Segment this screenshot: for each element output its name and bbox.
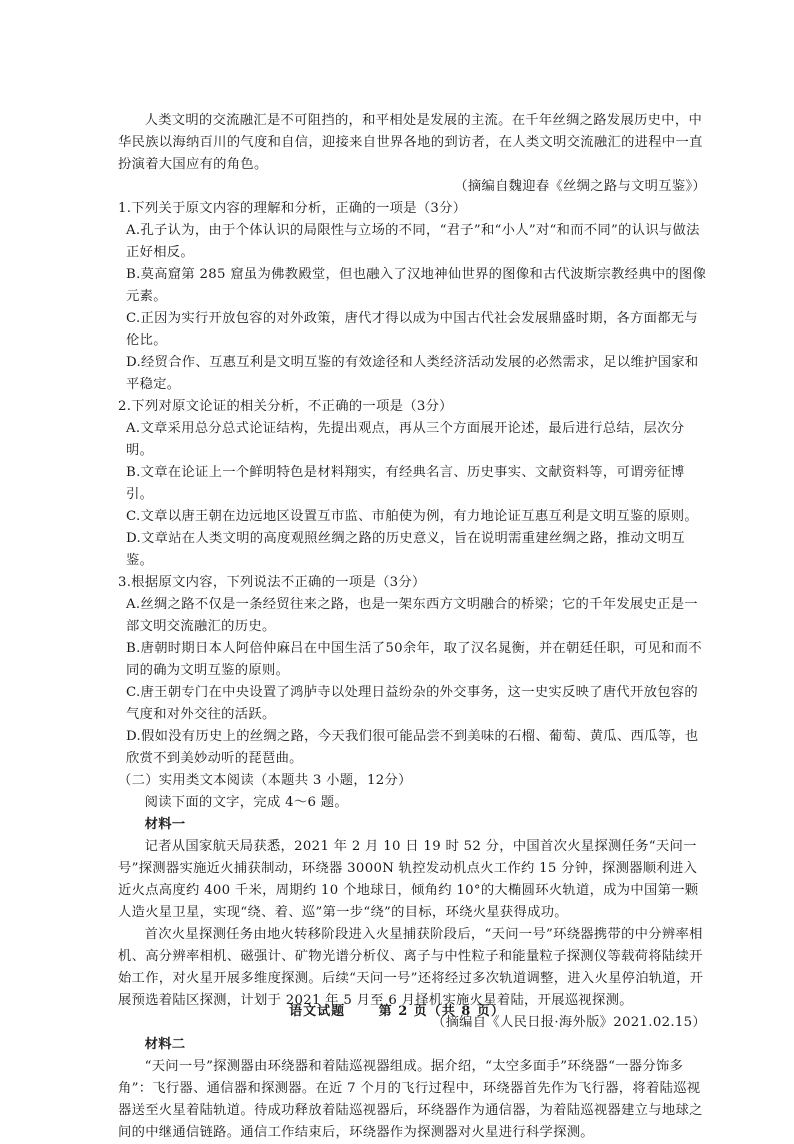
question-1 (118, 198, 710, 396)
option-c: C.文章以唐王朝在边远地区设置互市监、市舶使为例，有力地论证互惠互利是文明互鉴的原则。 (126, 509, 699, 524)
footer-page-number: 第 2 页（共 8 页） (378, 1004, 505, 1019)
material-1-paragraph-1: 记者从国家航天局获悉，2021 年 2 月 10 日 19 时 52 分，中国首次火星探测任务“天问一号”探测器实施近火捕获制动，环绕器 3000N 轨控发动机点火工作约 15 分钟，探测器顺利进入近火点高度约 400 千米，周期约 10 个地球日，倾角约 10°的大椭圆环火轨道，成为中国第一颗人造火星卫星，实现“绕、着、巡”第一步“绕”的目标，环绕火星获得成功。 (118, 839, 699, 920)
option-a: A.文章采用总分总式论证结构，先提出观点，再从三个方面展开论述，最后进行总结，层次分明。 (126, 421, 685, 458)
question-stem: 3.根据原文内容，下列说法不正确的一项是（3分） (118, 575, 426, 590)
option-b: B.文章在论证上一个鲜明特色是材料翔实，有经典名言、历史事实、文献资料等，可谓旁征博引。 (126, 465, 685, 502)
material-2-paragraph-1: “天问一号”探测器由环绕器和着陆巡视器组成。据介绍，“太空多面手”环绕器“一器分饰多角”：飞行器、通信器和探测器。在近 7 个月的飞行过程中，环绕器首先作为飞行器，将着陆巡视器送至火星着陆轨道。待成功释放着陆巡视器后，环绕器作为通信器，为着陆巡视器建立与地球之间的中继通信链路。通信工作结束后，环绕器作为探测器对火星进行科学探测。 (118, 1059, 703, 1140)
option-d: D.文章站在人类文明的高度观照丝绸之路的历史意义，旨在说明需重建丝绸之路，推动文明互鉴。 (126, 531, 685, 568)
passage-closing-paragraph: 人类文明的交流融汇是不可阻挡的，和平相处是发展的主流。在千年丝绸之路发展历史中，中华民族以海纳百川的气度和自信，迎接来自世界各地的到访者，在人类文明交流融汇的进程中一直扮演着大国应有的角色。 (118, 113, 703, 172)
option-a: A.丝绸之路不仅是一条经贸往来之路，也是一架东西方文明融合的桥梁；它的千年发展史正是一部文明交流融汇的历史。 (126, 597, 698, 634)
section-heading: （二）实用类文本阅读（本题共 3 小题，12分） (118, 773, 412, 788)
option-d: D.假如没有历史上的丝绸之路，今天我们很可能品尝不到美味的石榴、葡萄、黄瓜、西瓜等，也欣赏不到美妙动听的琵琶曲。 (126, 729, 699, 766)
option-b: B.唐朝时期日本人阿倍仲麻吕在中国生活了50余年，取了汉名晁衡，并在朝廷任职，可见和而不同的确为文明互鉴的原则。 (126, 641, 703, 678)
question-stem: 2.下列对原文论证的相关分析，不正确的一项是（3分） (118, 399, 453, 414)
section-instruction: 阅读下面的文字，完成 4～6 题。 (144, 795, 348, 810)
option-a: A.孔子认为，由于个体认识的局限性与立场的不同，“君子”和“小人”对“和而不同”的认识与做法正好相反。 (126, 223, 700, 260)
question-3 (118, 572, 710, 770)
option-b: B.莫高窟第 285 窟虽为佛教殿堂，但也融入了汉地神仙世界的图像和古代波斯宗教经典中的图像元素。 (126, 267, 707, 304)
page-content (118, 110, 710, 1144)
material-1-title: 材料一 (144, 817, 186, 832)
question-2 (118, 396, 710, 572)
option-d: D.经贸合作、互惠互利是文明互鉴的有效途径和人类经济活动发展的必然需求，足以维护国家和平稳定。 (126, 355, 699, 392)
material-1-source: （摘编自《人民日报·海外版》2021.02.15） (431, 1015, 706, 1030)
question-stem: 1.下列关于原文内容的理解和分析，正确的一项是（3分） (118, 201, 467, 216)
material-1-paragraph-2: 首次火星探测任务由地火转移阶段进入火星捕获阶段后，“天问一号”环绕器携带的中分辨率相机、高分辨率相机、磁强计、矿物光谱分析仪、离子与中性粒子和能量粒子探测仪等载荷将陆续开始工作，对火星开展多维度探测。后续“天问一号”还将经过多次轨道调整，进入火星停泊轨道，开展预选着陆区探测，计划于 2021 年 5 月至 6 月择机实施火星着陆，开展巡视探测。 (118, 927, 704, 1008)
option-c: C.正因为实行开放包容的对外政策，唐代才得以成为中国古代社会发展鼎盛时期，各方面都无与伦比。 (126, 311, 699, 348)
option-c: C.唐王朝专门在中央设置了鸿胪寺以处理日益纷杂的外交事务，这一史实反映了唐代开放包容的气度和对外交往的活跃。 (126, 685, 699, 722)
page-footer (0, 1000, 794, 1019)
material-2-title: 材料二 (144, 1037, 186, 1052)
footer-subject: 语文试题 (289, 1004, 346, 1019)
passage-source: （摘编自魏迎春《丝绸之路与文明互鉴》） (454, 179, 706, 194)
